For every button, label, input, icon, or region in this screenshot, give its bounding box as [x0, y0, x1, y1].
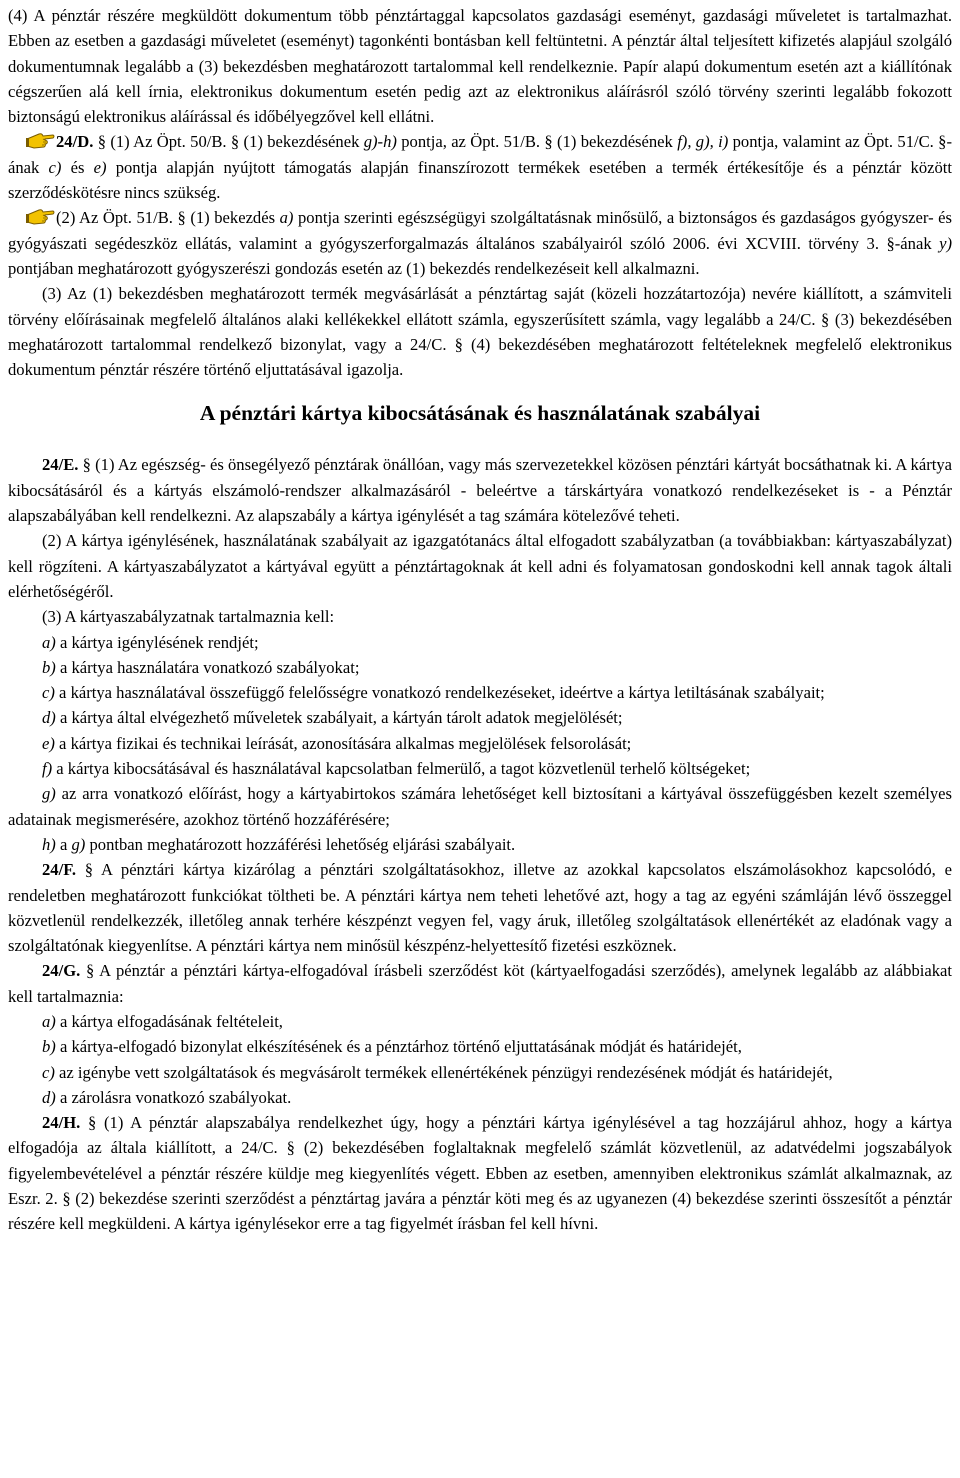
section-number-24e: 24/E. [42, 455, 79, 475]
section-heading: A pénztári kártya kibocsátásának és használatának szabályai [199, 401, 761, 426]
list-item [8, 731, 952, 756]
list-24e [8, 630, 952, 832]
list-item-label: b) [42, 1037, 56, 1057]
list-item-label: d) [42, 1087, 56, 1107]
paragraph-24d-2: (2) Az Öpt. 51/B. § (1) bekezdés a) pontja szerinti egészségügyi szolgáltatásnak minősülő, a biztonságos és gazdaságos gyógyszer- és gyógyászati segédeszköz ellátás, valamint a gyógyszerforgalmazás általános szabályairól szóló 2006. évi XCVIII. törvény 3. §-ának y) pontjában meghatározott gyógyszerészi gondozás esetén az (1) bekezdés rendelkezéseit kell alkalmazni. [8, 208, 952, 278]
paragraph-24e-2: (2) A kártya igénylésének, használatának szabályait az igazgatótanács által elfogadott szabályzatban (a továbbiakban: kártyaszabályzat) kell rögzíteni. A kártyaszabályzatot a kártyával együtt a pénztártagoknak át kell adni és folyamatosan gondoskodni kell annak tagok általi elérhetőségéről. [8, 531, 952, 601]
list-item-text: a kártya használatára vonatkozó szabályokat; [55, 657, 360, 677]
list-item-text: a kártya fizikai és technikai leírását, azonosítására alkalmas megjelölések felsorolását; [54, 733, 632, 753]
list-item-text: a zárolásra vonatkozó szabályokat. [55, 1087, 292, 1107]
section-sign-link[interactable]: § [88, 1113, 97, 1133]
paragraph-24e-3: (3) A kártyaszabályzatnak tartalmaznia kell: [42, 607, 335, 627]
section-sign-link[interactable]: § [62, 1189, 71, 1209]
section-number-24h: 24/H. [42, 1113, 81, 1133]
section-sign-link[interactable]: § [286, 1138, 295, 1158]
section-sign-link[interactable]: § [177, 208, 186, 228]
section-sign-link[interactable]: § [938, 132, 947, 152]
section-sign-link[interactable]: § [82, 455, 91, 475]
list-item-label: e) [42, 733, 55, 753]
list-item [8, 1009, 952, 1034]
section-sign-link[interactable]: § [84, 860, 94, 880]
list-item-text: a kártya használatával összefüggő felelősségre vonatkozó rendelkezéseket, ideértve a kártya letiltásának szabályait; [54, 683, 825, 703]
list-item-text: az igénybe vett szolgáltatások és megvásárolt termékek ellenértékének pénzügyi rendezésének módját és határidejét, [54, 1062, 833, 1082]
list-item [8, 655, 952, 680]
section-sign-link[interactable]: § [454, 334, 463, 354]
list-24g [8, 1009, 952, 1110]
list-item [8, 1034, 952, 1059]
paragraph-24g: 24/G. § A pénztár a pénztári kártya-elfogadóval írásbeli szerződést köt (kártyaelfogadási szerződés), amelynek legalább az alábbiakat kell tartalmaznia: [8, 961, 952, 1006]
paragraph-24d-3: (3) Az (1) bekezdésben meghatározott termék megvásárlását a pénztártag saját (közeli hozzátartozója) nevére kiállított, a számviteli törvény előírásainak megfelelő általános alaki kellékekkel ellátott számla, egyszerűsített számla, vagy legalább a 24/C. § (3) bekezdésében meghatározott tartalommal rendelkező bizonylat, vagy a 24/C. § (4) bekezdésében meghatározott feltételeknek megfelelő elektronikus dokumentum pénztár részére történő eljuttatásával igazolja. [8, 284, 952, 380]
list-item [8, 705, 952, 730]
pointing-hand-icon[interactable] [26, 207, 56, 225]
section-sign-link[interactable]: § [97, 132, 106, 152]
list-item [8, 781, 952, 832]
section-number-24g: 24/G. [42, 961, 81, 981]
list-item-text: a kártya által elvégezhető műveletek szabályait, a kártyán tárolt adatok megjelölését; [55, 708, 623, 728]
list-item-24e-h: h) a g) pontban meghatározott hozzáférési lehetőség eljárási szabályait. [42, 834, 516, 854]
section-number-24f: 24/F. [42, 860, 76, 880]
paragraph-24d-1: 24/D. § (1) Az Öpt. 50/B. § (1) bekezdésének g)-h) pontja, az Öpt. 51/B. § (1) bekezdésének f), g), i) pontja, valamint az Öpt. 51/C. §-ának c) és e) pontja alapján nyújtott támogatás alapján finanszírozott termékek esetében a termék értékesítője és a pénztár között szerződéskötésre nincs szükség. [8, 132, 952, 203]
list-item-label: d) [42, 708, 56, 728]
list-item-label: a) [42, 632, 56, 652]
list-item-label: c) [42, 1062, 55, 1082]
list-item [8, 630, 952, 655]
list-item-label: f) [42, 759, 53, 779]
section-sign-link[interactable]: § [821, 309, 830, 329]
paragraph-24h: 24/H. § (1) A pénztár alapszabálya rendelkezhet úgy, hogy a pénztári kártya igénylésével a tag hozzájárul ahhoz, hogy a kártya elfogadója az általa kiállított, a 24/C. § (2) bekezdésében foglaltaknak megfelelő számlát közvetlenül, az adatvédelmi jogszabályok figyelembevételével a pénztár részére küldje meg kiegyenlítés végett. Ebben az esetben, amennyiben elektronikus számlát alkalmaznak, az Eszr. 2. § (2) bekezdése szerinti szerződést a pénztártag javára a pénztár köti meg és az ugyanezen (4) bekezdése szerinti összesítőt a pénztár részére kell megküldeni. A kártya igénylésekor erre a tag figyelmét írásban fel kell hívni. [8, 1113, 952, 1234]
list-item-text: a kártya elfogadásának feltételeit, [55, 1011, 283, 1031]
paragraph-24e-1: 24/E. § (1) Az egészség- és önsegélyező pénztárak önállóan, vagy más szervezetekkel közösen pénztári kártyát bocsáthatnak ki. A kártya kibocsátásáról és a kártyás elszámoló-rendszer alkalmazásáról - beleértve a társkártyára vonatkozó rendelkezéseket is - a Pénztár alapszabályában kell rendelkezni. Az alapszabály a kártya igénylését a tag számára kötelezővé teheti. [8, 455, 952, 526]
list-item [8, 1060, 952, 1085]
pointing-hand-icon[interactable] [26, 131, 56, 149]
list-item-text: az arra vonatkozó előírást, hogy a kártyabirtokos számára lehetőséget kell biztosítani a kártyával összefüggésben kezelt személyes adatainak megismerésére, azokhoz történő hozzáférésére; [8, 784, 952, 829]
paragraph-24c-4: (4) A pénztár részére megküldött dokumentum több pénztártaggal kapcsolatos gazdasági eseményt, gazdasági műveletet is tartalmazhat. Ebben az esetben a gazdasági műveletet (eseményt) tagonkénti bontásban kell feltüntetni. A pénztár által teljesített kifizetés alapjául szolgáló dokumentumnak legalább a (3) bekezdésben meghatározott tartalommal kell rendelkeznie. Papír alapú dokumentum esetén azt a kiállítónak cégszerűen alá kell írnia, elektronikus dokumentum esetén pedig azt az elektronikus aláírásról szóló törvény szerinti legalább fokozott biztonságú elektronikus aláírással és időbélyegzővel kell ellátni. [8, 6, 952, 127]
list-item-text: a kártya igénylésének rendjét; [55, 632, 259, 652]
list-item-text: a kártya kibocsátásával és használatával kapcsolatban felmerülő, a tagot közvetlenül terhelő költségeket; [52, 759, 751, 779]
section-sign-link[interactable]: § [544, 132, 553, 152]
list-item-label: a) [42, 1011, 56, 1031]
section-sign-link[interactable]: § [230, 132, 240, 152]
section-sign-link[interactable]: § [886, 233, 895, 253]
section-number-24d: 24/D. [56, 132, 94, 152]
list-item [8, 756, 952, 781]
section-sign-link[interactable]: § [86, 961, 95, 981]
paragraph-24f: 24/F. § A pénztári kártya kizárólag a pénztári szolgáltatásokhoz, illetve az azokkal kapcsolatos elszámolásokhoz kapcsolódó, e rendeletben meghatározott funkciókat töltheti be. A pénztári kártya nem teheti lehetővé azt, hogy a tag az egyéni számláján lévő összeggel közvetlenül rendelkezzék, illetőleg annak terhére készpénzt vegyen fel, vagy áruk, illetőleg szolgáltatások ellenértékét az eladónak vagy a szolgáltatónak kiegyenlítse. A pénztári kártya nem minősül készpénz-helyettesítő fizetési eszköznek. [8, 860, 952, 956]
list-item-label: g) [42, 784, 56, 804]
list-item-label: b) [42, 657, 56, 677]
list-item-text: a kártya-elfogadó bizonylat elkészítésének és a pénztárhoz történő eljuttatásának módját és határidejét, [55, 1037, 742, 1057]
list-item [8, 1085, 952, 1110]
list-item [8, 680, 952, 705]
list-item-label: c) [42, 683, 55, 703]
